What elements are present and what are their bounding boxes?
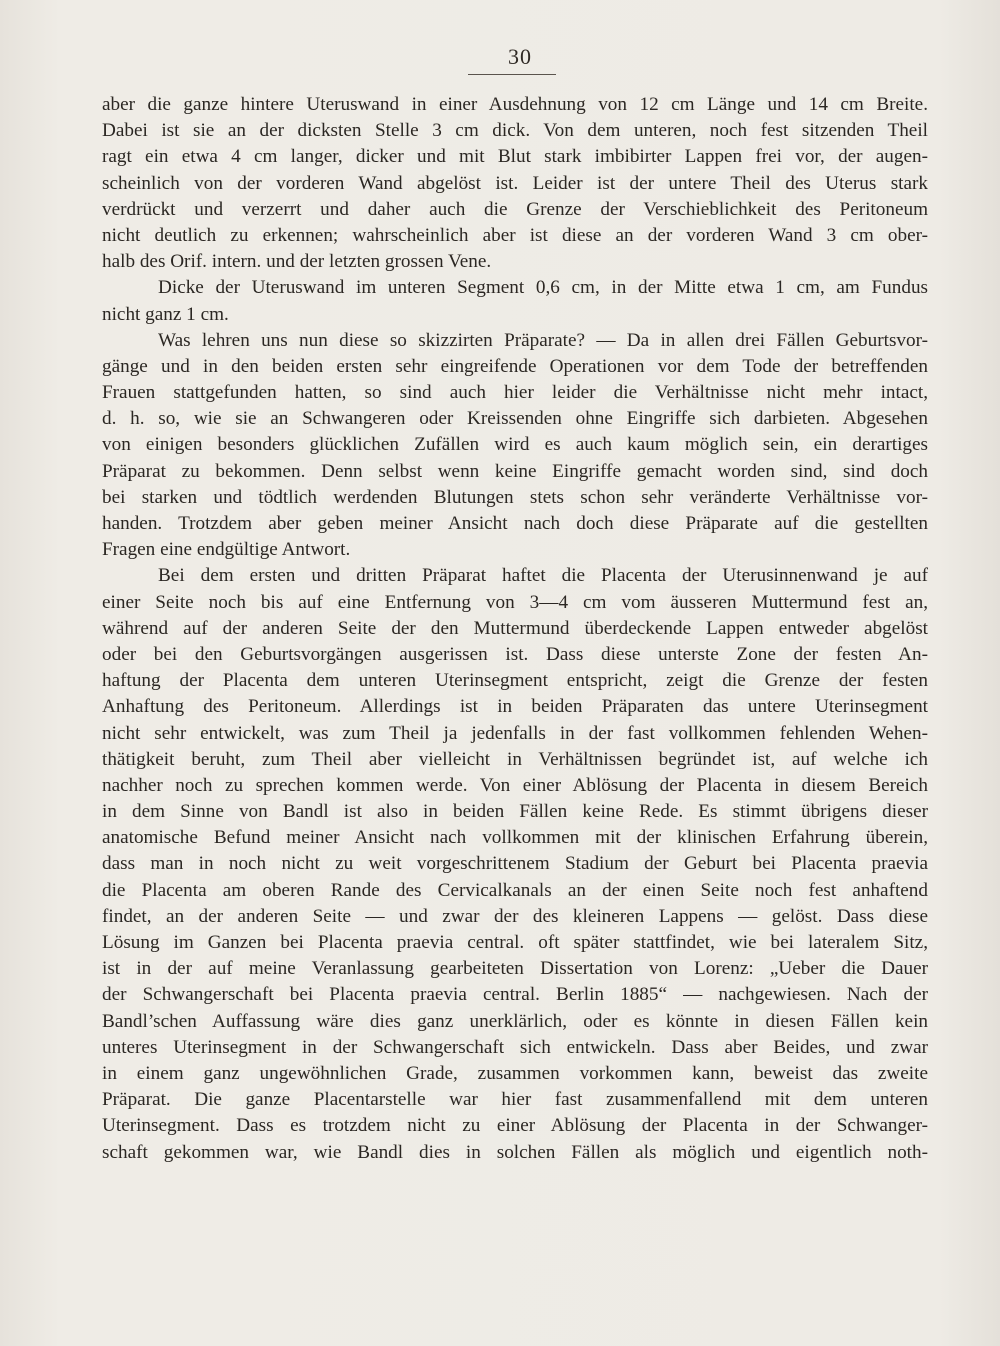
- text-line: nicht ganz 1 cm.: [102, 303, 229, 325]
- text-line: von einigen besonders glücklichen Zufällen wird es auch kaum möglich sein, ein derartiges: [102, 434, 928, 456]
- text-line: Präparat zu bekommen. Denn selbst wenn keine Eingriffe gemacht worden sind, sind doch: [102, 460, 928, 482]
- text-line: einer Seite noch bis auf eine Entfernung von 3—4 cm vom äusseren Muttermund fest an,: [102, 591, 928, 613]
- text-line: nicht deutlich zu erkennen; wahrscheinlich aber ist diese an der vorderen Wand 3 cm ober-: [102, 224, 928, 246]
- text-line: Was lehren uns nun diese so skizzirten Präparate? — Da in allen drei Fällen Geburtsvor-: [158, 329, 928, 351]
- text-line: verdrückt und verzerrt und daher auch die Grenze der Verschieblichkeit des Peritoneum: [102, 198, 928, 220]
- text-line: Bandl’schen Auffassung wäre dies ganz unerklärlich, oder es könnte in diesen Fällen kein: [102, 1010, 928, 1032]
- text-line: handen. Trotzdem aber geben meiner Ansicht nach doch diese Präparate auf die gestellten: [102, 513, 928, 534]
- text-line: Lösung im Ganzen bei Placenta praevia central. oft später stattfindet, wie bei lateralem Sitz,: [102, 932, 928, 953]
- text-line: Dicke der Uteruswand im unteren Segment 0,6 cm, in der Mitte etwa 1 cm, am Fundus: [158, 277, 928, 299]
- text-line: Bei dem ersten und dritten Präparat haftet die Placenta der Uterusinnenwand je auf: [158, 565, 928, 587]
- paragraph: [102, 328, 928, 564]
- text-line: gänge und in den beiden ersten sehr eingreifende Operationen vor dem Tode der betreffenden: [102, 355, 928, 377]
- text-line: Fragen eine endgültige Antwort.: [102, 539, 351, 561]
- text-line: Frauen stattgefunden hatten, so sind auch hier leider die Verhältnisse nicht mehr intact,: [102, 382, 928, 404]
- text-line: halb des Orif. intern. und der letzten grossen Vene.: [102, 251, 492, 273]
- text-line: anatomische Befund meiner Ansicht nach vollkommen mit der klinischen Erfahrung überein,: [102, 827, 928, 849]
- text-line: haftung der Placenta dem unteren Uterinsegment entspricht, zeigt die Grenze der festen: [102, 670, 928, 692]
- text-line: Uterinsegment. Dass es trotzdem nicht zu einer Ablösung der Placenta in der Schwanger-: [102, 1115, 928, 1137]
- text-line: dass man in noch nicht zu weit vorgeschrittenem Stadium der Geburt bei Placenta praevia: [102, 853, 928, 875]
- text-line: in einem ganz ungewöhnlichen Grade, zusammen vorkommen kann, beweist das zweite: [102, 1062, 928, 1084]
- text-line: Dabei ist sie an der dicksten Stelle 3 cm dick. Von dem unteren, noch fest sitzenden Theil: [102, 120, 928, 142]
- text-line: die Placenta am oberen Rande des Cervicalkanals an der einen Seite noch fest anhaftend: [102, 879, 928, 901]
- text-line: Anhaftung des Peritoneum. Allerdings ist in beiden Präparaten das untere Uterinsegment: [102, 696, 928, 718]
- text-line: nicht sehr entwickelt, was zum Theil ja jedenfalls in der fast vollkommen fehlenden Wehen-: [102, 722, 928, 744]
- text-line: Präparat. Die ganze Placentarstelle war hier fast zusammenfallend mit dem unteren: [102, 1089, 928, 1111]
- text-line: ragt ein etwa 4 cm langer, dicker und mit Blut stark imbibirter Lappen frei vor, der augen-: [102, 146, 928, 168]
- text-line: in dem Sinne von Bandl ist also in beiden Fällen keine Rede. Es stimmt übrigens dieser: [102, 801, 928, 823]
- text-line: findet, an der anderen Seite — und zwar der des kleineren Lappens — gelöst. Dass diese: [102, 905, 928, 927]
- paragraph: [102, 275, 928, 327]
- paragraph: [102, 563, 928, 1165]
- text-line: nachher noch zu sprechen kommen werde. Von einer Ablösung der Placenta in diesem Bereich: [102, 774, 928, 796]
- text-line: bei starken und tödtlich werdenden Blutungen stets schon sehr veränderte Verhältnisse vor-: [102, 486, 928, 508]
- paragraph: [102, 92, 928, 275]
- text-line: scheinlich von der vorderen Wand abgelöst ist. Leider ist der untere Theil des Uterus stark: [102, 172, 928, 194]
- text-line: schaft gekommen war, wie Bandl dies in solchen Fällen als möglich und eigentlich noth-: [102, 1141, 928, 1163]
- page-number: 30: [508, 44, 532, 69]
- text-line: unteres Uterinsegment in der Schwangerschaft sich entwickeln. Dass aber Beides, und zwar: [102, 1036, 928, 1058]
- text-line: während auf der anderen Seite der den Muttermund überdeckende Lappen entweder abgelöst: [102, 617, 928, 639]
- text-line: d. h. so, wie sie an Schwangeren oder Kreissenden ohne Eingriffe sich darbieten. Abgesehen: [102, 408, 928, 430]
- text-line: ist in der auf meine Veranlassung gearbeiteten Dissertation von Lorenz: „Ueber die Dauer: [102, 958, 928, 980]
- text-line: der Schwangerschaft bei Placenta praevia central. Berlin 1885“ — nachgewiesen. Nach der: [102, 984, 928, 1006]
- text-line: aber die ganze hintere Uteruswand in einer Ausdehnung von 12 cm Länge und 14 cm Breite.: [102, 94, 928, 115]
- page-number-rule: [468, 74, 556, 75]
- text-line: thätigkeit beruht, zum Theil aber vielleicht in Verhältnissen begründet ist, auf welche ich: [102, 748, 928, 770]
- body-text: [102, 92, 928, 1166]
- text-line: oder bei den Geburtsvorgängen ausgerissen ist. Dass diese unterste Zone der festen An-: [102, 643, 928, 665]
